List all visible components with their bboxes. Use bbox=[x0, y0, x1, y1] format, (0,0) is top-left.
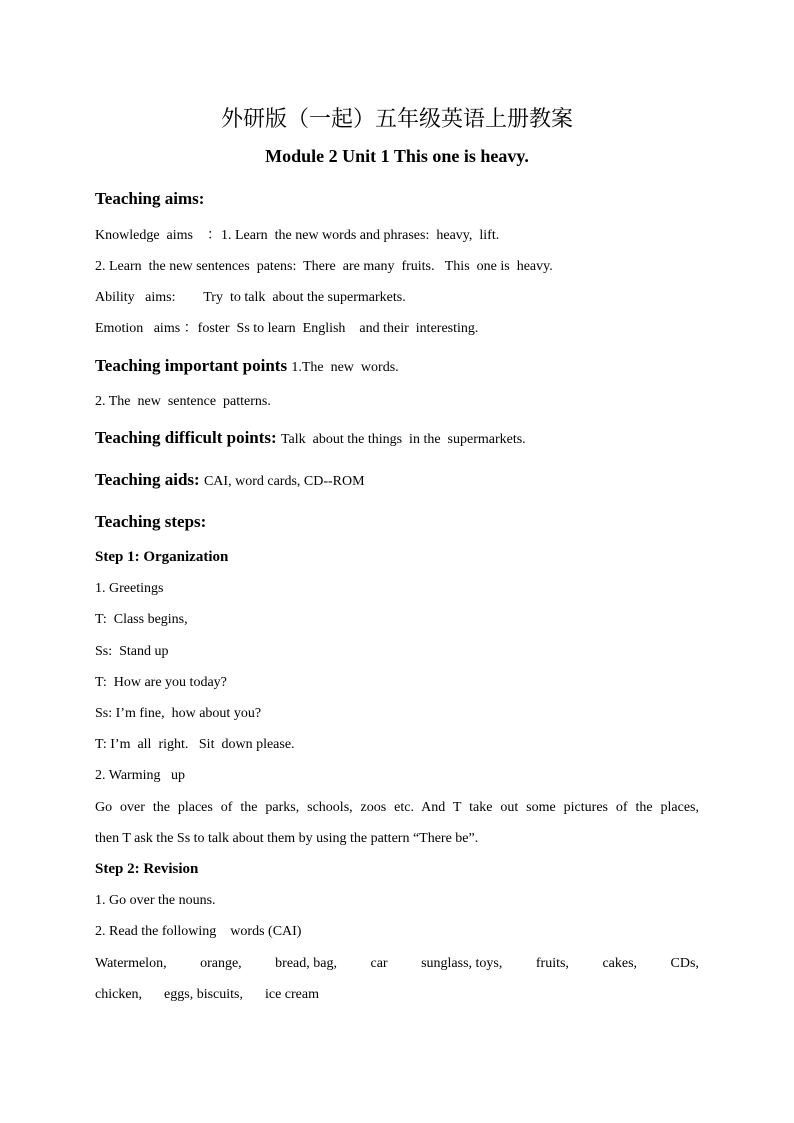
important-points-label: Teaching important points bbox=[95, 356, 292, 375]
step-1-line: Ss: Stand up bbox=[95, 644, 169, 659]
word-item: bread, bag, bbox=[275, 956, 337, 971]
word-item: Watermelon, bbox=[95, 956, 167, 971]
teaching-steps-heading: Teaching steps: bbox=[95, 512, 207, 531]
step-1-line: T: Class begins, bbox=[95, 612, 188, 627]
warming-up-paragraph bbox=[95, 792, 699, 854]
word-list-row-1 bbox=[95, 956, 699, 972]
teaching-aids-heading bbox=[95, 470, 365, 490]
warming-up-line-1: Go over the places of the parks, schools, zoos etc. And T take out some pictures of the places, bbox=[95, 800, 699, 815]
ability-aims-line: Ability aims: Try to talk about the supermarkets. bbox=[95, 290, 406, 305]
step-2-line-1: 1. Go over the nouns. bbox=[95, 893, 216, 908]
step-2-line-2: 2. Read the following words (CAI) bbox=[95, 924, 302, 939]
sentence-patterns-line: 2. Learn the new sentences patens: There are many fruits. This one is heavy. bbox=[95, 259, 553, 274]
emotion-aims-line: Emotion aims ：foster Ss to learn English and their interesting. bbox=[95, 321, 479, 336]
teaching-aids-label: Teaching aids: bbox=[95, 470, 204, 489]
important-points-heading bbox=[95, 356, 399, 376]
word-item: cakes, bbox=[602, 956, 638, 971]
word-list-row-2 bbox=[95, 987, 341, 1003]
word-item: ice cream bbox=[264, 987, 319, 1002]
document-subtitle: Module 2 Unit 1 This one is heavy. bbox=[265, 146, 529, 166]
word-item: sunglass, toys, bbox=[421, 956, 503, 971]
difficult-points-text: Talk about the things in the supermarkets. bbox=[280, 432, 526, 447]
step-1-line: T: How are you today? bbox=[95, 675, 227, 690]
word-item: chicken, bbox=[95, 987, 143, 1002]
step-1-title: Step 1: Organization bbox=[95, 549, 229, 565]
step-2-title: Step 2: Revision bbox=[95, 861, 199, 877]
step-1-line: T: I’m all right. Sit down please. bbox=[95, 737, 295, 752]
step-1-line: 1. Greetings bbox=[95, 581, 164, 596]
teaching-aims-heading: Teaching aims: bbox=[95, 189, 205, 208]
knowledge-aims-line: Knowledge aims ：1. Learn the new words and phrases: heavy, lift. bbox=[95, 228, 500, 243]
warming-up-line-2: then T ask the Ss to talk about them by using the pattern “There be”. bbox=[95, 831, 479, 846]
step-1-line: 2. Warming up bbox=[95, 768, 185, 783]
teaching-aids-text: CAI, word cards, CD--ROM bbox=[203, 474, 365, 489]
word-item: eggs, biscuits, bbox=[164, 987, 243, 1002]
difficult-points-label: Teaching difficult points: bbox=[95, 428, 281, 447]
important-points-line-2: 2. The new sentence patterns. bbox=[95, 394, 271, 409]
word-item: orange, bbox=[200, 956, 242, 971]
step-1-line: Ss: I’m fine, how about you? bbox=[95, 706, 262, 721]
important-points-text: 1.The new words. bbox=[291, 360, 399, 375]
difficult-points-heading bbox=[95, 428, 526, 448]
word-item: CDs, bbox=[670, 956, 699, 971]
document-title: 外研版（一起）五年级英语上册教案 bbox=[220, 106, 573, 131]
word-item: fruits, bbox=[535, 956, 569, 971]
word-item: car bbox=[370, 956, 388, 971]
